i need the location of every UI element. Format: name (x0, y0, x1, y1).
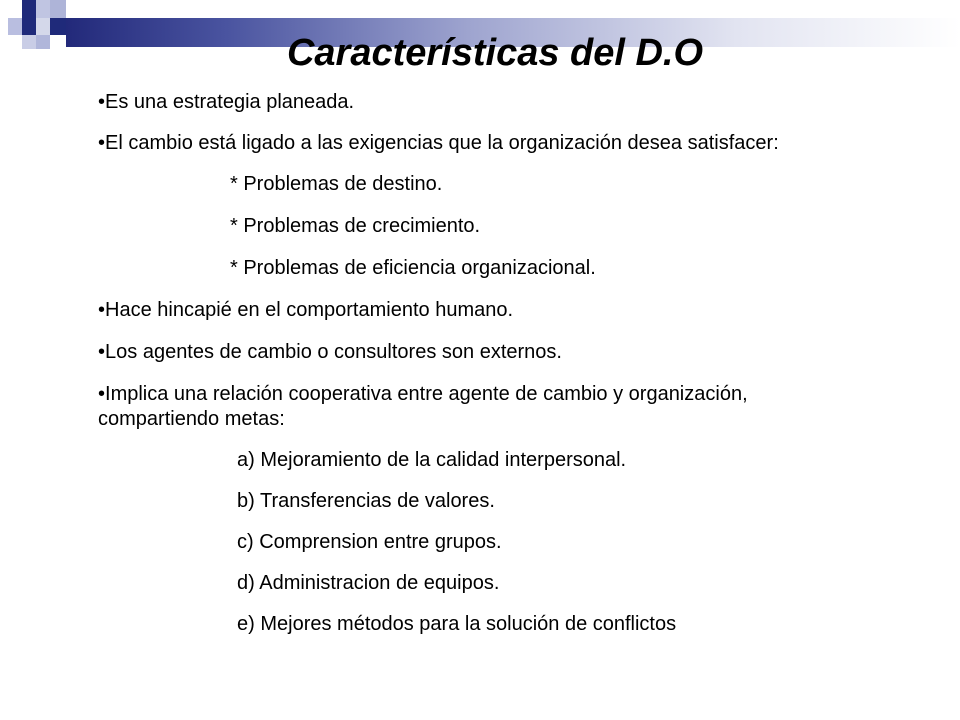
bullet-item (98, 340, 868, 365)
bullet-text: Implica una relación cooperativa entre agente de cambio y organización, compartiendo metas: (98, 383, 748, 430)
sub-item: a) Mejoramiento de la calidad interpersonal. (237, 449, 627, 471)
bullet-marker (98, 383, 105, 405)
slide-title: Características del D.O (286, 32, 704, 74)
bullet-marker (98, 91, 105, 113)
decor-square-pale-top (50, 0, 66, 18)
sub-item: d) Administracion de equipos. (237, 572, 500, 594)
sub-item: b) Transferencias de valores. (237, 490, 495, 512)
bullet-item (98, 131, 868, 156)
bullet-text: Los agentes de cambio o consultores son externos. (105, 341, 562, 363)
bullet-item (98, 382, 868, 432)
bullet-item (98, 90, 868, 115)
bullet-text: El cambio está ligado a las exigencias que la organización desea satisfacer: (105, 132, 779, 154)
decor-square-navy-top (22, 0, 36, 18)
sub-item: * Problemas de crecimiento. (230, 215, 481, 237)
bullet-marker (98, 341, 105, 363)
bullet-text: Hace hincapié en el comportamiento humano. (105, 299, 514, 321)
bullet-item (98, 298, 868, 323)
bullet-marker (98, 299, 105, 321)
sub-item: c) Comprension entre grupos. (237, 531, 502, 553)
sub-item: e) Mejores métodos para la solución de conflictos (237, 613, 677, 635)
bullet-marker (98, 132, 105, 154)
decor-square-light-top (36, 0, 50, 18)
sub-item: * Problemas de destino. (230, 173, 443, 195)
bullet-text: Es una estrategia planeada. (105, 91, 355, 113)
slide-body (98, 90, 868, 637)
sub-item: * Problemas de eficiencia organizacional. (230, 257, 596, 279)
